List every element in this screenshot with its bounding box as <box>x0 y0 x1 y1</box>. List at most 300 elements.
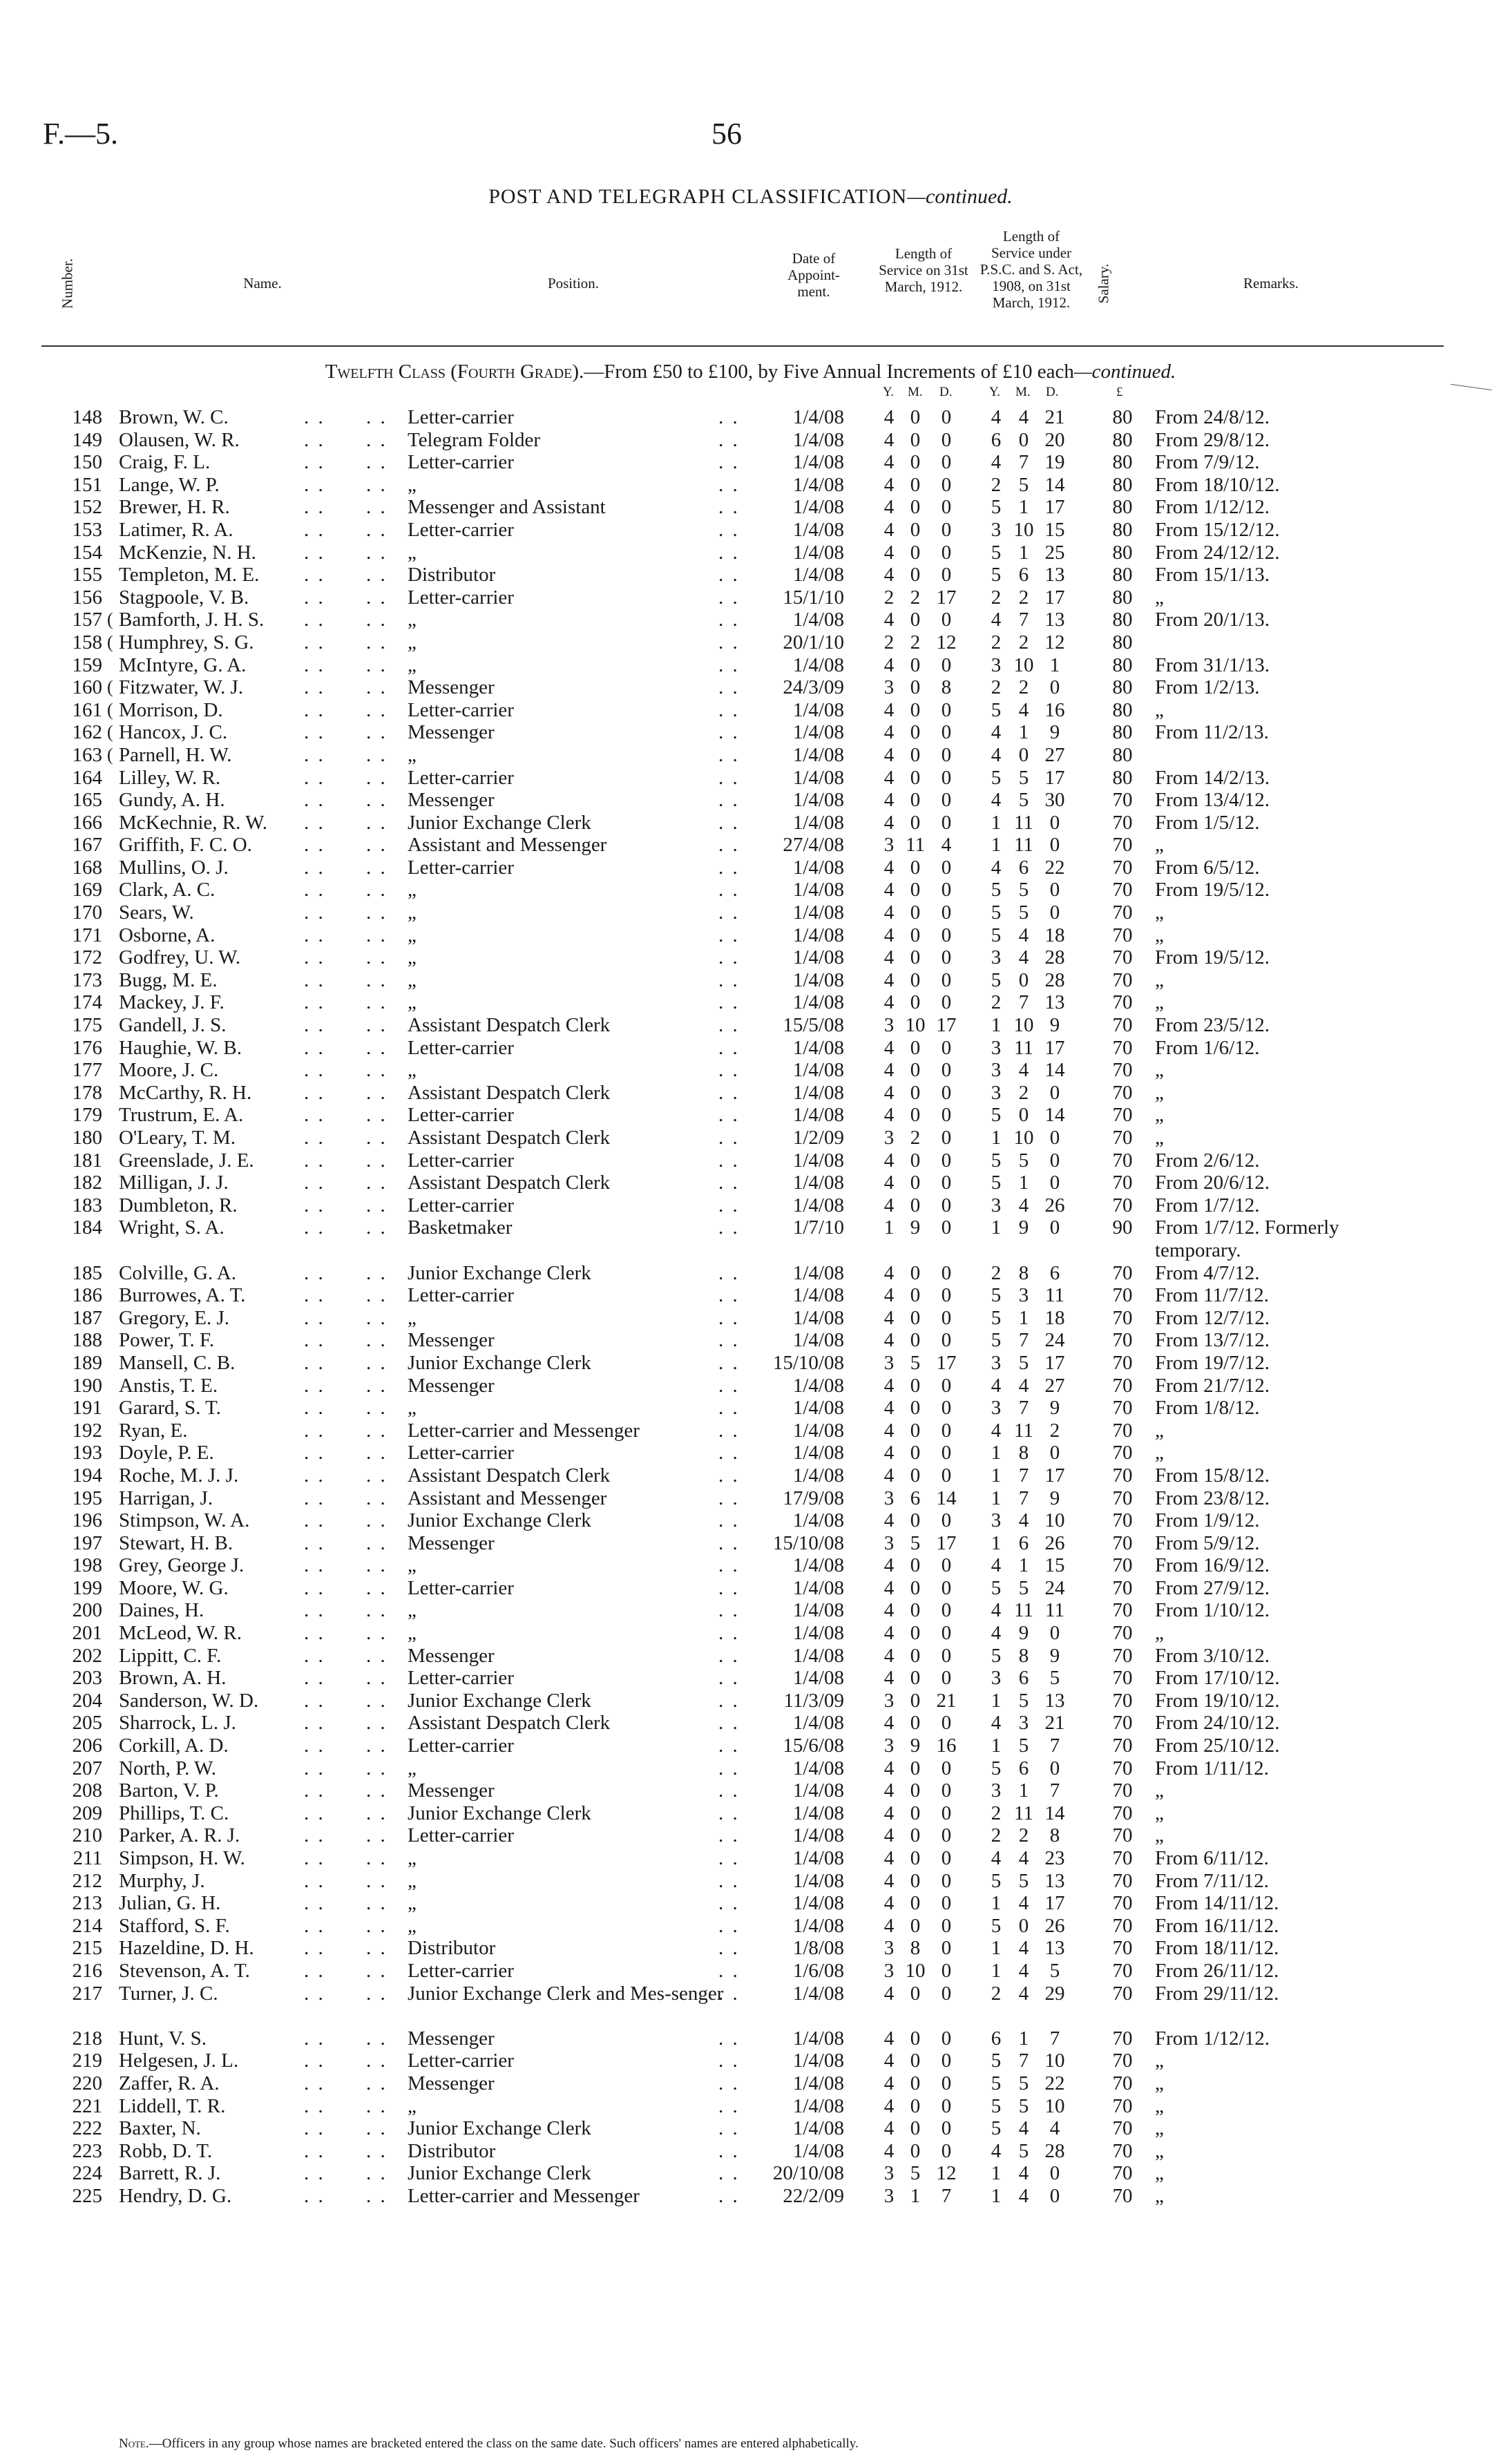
leader-dots: . . <box>304 1937 325 1960</box>
row-date: 20/1/10 <box>783 631 844 653</box>
row-name: Gregory, E. J. <box>119 1306 229 1329</box>
row-service-days: 0 <box>941 1892 952 1915</box>
leader-dots: . . <box>304 1712 325 1735</box>
row-act-years: 4 <box>991 856 1002 879</box>
leader-dots: . . <box>304 834 325 857</box>
row-name: Hancox, J. C. <box>119 721 228 744</box>
row-date: 1/4/08 <box>792 2094 844 2117</box>
row-number: 212 <box>72 1869 102 1892</box>
row-service-years: 4 <box>883 1149 895 1172</box>
row-name: Olausen, W. R. <box>119 428 240 451</box>
leader-dots: . . <box>366 1757 388 1779</box>
row-salary: 70 <box>1112 1419 1133 1442</box>
row-service-days: 0 <box>941 879 952 901</box>
row-position: Letter-carrier <box>408 1284 514 1307</box>
leader-dots: . . <box>366 1644 388 1667</box>
leader-dots: . . <box>304 1892 325 1915</box>
row-remarks: From 19/7/12. <box>1155 1351 1270 1374</box>
leader-dots: . . <box>304 1442 325 1464</box>
staff-table <box>0 406 1501 2208</box>
row-name: Wright, S. A. <box>119 1216 224 1239</box>
row-number: 173 <box>72 968 102 991</box>
table-row <box>0 1960 1501 1983</box>
row-date: 11/3/09 <box>783 1689 844 1712</box>
row-service-months: 0 <box>910 609 921 631</box>
leader-dots: . . <box>718 1824 740 1847</box>
row-salary: 70 <box>1112 1667 1133 1690</box>
row-service-months: 0 <box>910 1712 921 1735</box>
row-act-months: 7 <box>1018 1397 1029 1420</box>
row-number: 161 <box>72 698 102 721</box>
row-number: 190 <box>72 1374 102 1397</box>
row-service-months: 0 <box>910 1599 921 1622</box>
leader-dots: . . <box>366 2139 388 2162</box>
row-service-months: 0 <box>910 1284 921 1307</box>
row-position: Messenger <box>408 1779 495 1802</box>
row-service-days: 0 <box>941 1509 952 1532</box>
row-service-months: 9 <box>910 1735 921 1757</box>
row-act-years: 5 <box>991 1576 1002 1599</box>
row-position: Letter-carrier <box>408 1036 514 1059</box>
row-service-days: 0 <box>941 901 952 924</box>
table-row <box>0 1870 1501 1893</box>
row-service-months: 0 <box>910 2072 921 2094</box>
row-number: 198 <box>72 1554 102 1577</box>
row-position: Messenger <box>408 1374 495 1397</box>
row-salary: 70 <box>1112 1599 1133 1622</box>
page-identifier: F.—5. <box>43 117 118 151</box>
row-service-years: 4 <box>883 946 895 969</box>
leader-dots: . . <box>366 1576 388 1599</box>
row-act-months: 2 <box>1018 1824 1029 1847</box>
table-row <box>0 474 1501 497</box>
row-service-days: 17 <box>936 1351 957 1374</box>
row-remarks: From 1/7/12. Formerly temporary. <box>1155 1216 1339 1261</box>
row-salary: 70 <box>1112 1779 1133 1802</box>
row-act-months: 5 <box>1018 1869 1029 1892</box>
row-service-months: 0 <box>910 1194 921 1216</box>
row-service-months: 0 <box>910 496 921 519</box>
table-row <box>0 1802 1501 1825</box>
row-service-months: 0 <box>910 2094 921 2117</box>
row-name: Robb, D. T. <box>119 2139 213 2162</box>
row-salary: 70 <box>1112 1869 1133 1892</box>
row-name: Stafford, S. F. <box>119 1914 230 1937</box>
row-remarks: „ <box>1155 1779 1164 1802</box>
row-act-months: 10 <box>1013 1014 1034 1037</box>
row-service-months: 0 <box>910 1464 921 1487</box>
row-position: „ <box>408 1892 417 1915</box>
leader-dots: . . <box>304 496 325 519</box>
table-row <box>0 1735 1501 1757</box>
row-salary: 70 <box>1112 1081 1133 1104</box>
leader-dots: . . <box>366 1351 388 1374</box>
row-remarks: From 17/10/12. <box>1155 1667 1280 1690</box>
row-service-days: 12 <box>936 2162 957 2185</box>
leader-dots: . . <box>304 811 325 834</box>
row-service-years: 4 <box>883 473 895 496</box>
row-service-days: 0 <box>941 1576 952 1599</box>
row-remarks: „ <box>1155 586 1164 609</box>
table-row <box>0 2185 1501 2208</box>
table-row <box>0 496 1501 519</box>
table-row <box>0 1059 1501 1082</box>
row-act-months: 1 <box>1018 1172 1029 1194</box>
leader-dots: . . <box>304 991 325 1014</box>
row-position: „ <box>408 968 417 991</box>
leader-dots: . . <box>718 1487 740 1509</box>
row-name: Stewart, H. B. <box>119 1531 233 1554</box>
leader-dots: . . <box>718 473 740 496</box>
table-row <box>0 1442 1501 1464</box>
row-date: 1/4/08 <box>792 1419 844 1442</box>
row-date: 1/4/08 <box>792 1329 844 1352</box>
leader-dots: . . <box>718 1127 740 1149</box>
row-service-days: 0 <box>941 1329 952 1352</box>
leader-dots: . . <box>304 1014 325 1037</box>
row-position: Letter-carrier <box>408 1824 514 1847</box>
row-date: 1/4/08 <box>792 2139 844 2162</box>
leader-dots: . . <box>718 1261 740 1284</box>
leader-dots: . . <box>718 1374 740 1397</box>
row-act-days: 29 <box>1044 1982 1065 2005</box>
row-name: Humphrey, S. G. <box>119 631 254 653</box>
row-service-days: 0 <box>941 1712 952 1735</box>
row-act-months: 5 <box>1018 1351 1029 1374</box>
row-service-months: 0 <box>910 1329 921 1352</box>
row-position: Messenger <box>408 676 495 699</box>
row-service-days: 0 <box>941 1261 952 1284</box>
row-act-days: 16 <box>1044 698 1065 721</box>
row-act-days: 14 <box>1044 1104 1065 1127</box>
row-number: 197 <box>72 1531 102 1554</box>
row-act-months: 10 <box>1013 653 1034 676</box>
row-service-months: 0 <box>910 1419 921 1442</box>
row-act-days: 18 <box>1044 924 1065 946</box>
row-date: 1/4/08 <box>792 1982 844 2005</box>
row-name: Phillips, T. C. <box>119 1802 229 1824</box>
leader-dots: . . <box>366 1622 388 1645</box>
row-service-years: 4 <box>883 1914 895 1937</box>
row-name: O'Leary, T. M. <box>119 1127 236 1149</box>
row-service-days: 0 <box>941 1644 952 1667</box>
leader-dots: . . <box>304 2050 325 2072</box>
row-remarks: From 21/7/12. <box>1155 1374 1270 1397</box>
row-remarks: From 4/7/12. <box>1155 1261 1260 1284</box>
row-act-years: 5 <box>991 496 1002 519</box>
table-row <box>0 1375 1501 1397</box>
row-act-months: 5 <box>1018 879 1029 901</box>
row-remarks: From 1/9/12. <box>1155 1509 1260 1532</box>
row-date: 1/4/08 <box>792 541 844 564</box>
leader-dots: . . <box>366 1892 388 1915</box>
row-service-months: 2 <box>910 586 921 609</box>
row-service-days: 14 <box>936 1487 957 1509</box>
row-number: 194 <box>72 1464 102 1487</box>
row-act-years: 5 <box>991 879 1002 901</box>
row-service-months: 9 <box>910 1216 921 1239</box>
leader-dots: . . <box>718 1599 740 1622</box>
row-service-months: 0 <box>910 1059 921 1082</box>
row-act-years: 3 <box>991 518 1002 541</box>
row-position: Letter-carrier and Messenger <box>408 2184 640 2207</box>
row-name: Grey, George J. <box>119 1554 245 1577</box>
row-date: 1/4/08 <box>792 789 844 812</box>
row-service-years: 4 <box>883 406 895 428</box>
row-act-days: 4 <box>1049 2117 1060 2140</box>
row-salary: 70 <box>1112 1149 1133 1172</box>
leader-dots: . . <box>304 1059 325 1082</box>
row-position: Letter-carrier <box>408 1149 514 1172</box>
row-salary: 70 <box>1112 1914 1133 1937</box>
row-position: Letter-carrier and Messenger <box>408 1419 640 1442</box>
row-position: „ <box>408 1059 417 1082</box>
row-act-days: 26 <box>1044 1914 1065 1937</box>
row-number: 211 <box>73 1847 102 1869</box>
row-remarks: From 11/7/12. <box>1155 1284 1269 1307</box>
row-name: Bamforth, J. H. S. <box>119 609 265 631</box>
unit-months-1: M. <box>908 385 923 399</box>
row-number: 179 <box>72 1104 102 1127</box>
row-remarks: From 11/2/13. <box>1155 721 1269 744</box>
row-service-years: 4 <box>883 1757 895 1779</box>
table-row <box>0 2117 1501 2140</box>
row-name: Moore, W. G. <box>119 1576 229 1599</box>
leader-dots: . . <box>718 1802 740 1824</box>
row-act-years: 2 <box>991 676 1002 699</box>
table-row <box>0 789 1501 812</box>
table-row <box>0 451 1501 474</box>
row-date: 1/4/08 <box>792 1149 844 1172</box>
row-act-years: 4 <box>991 789 1002 812</box>
row-act-months: 5 <box>1018 1576 1029 1599</box>
row-position: Telegram Folder <box>408 428 541 451</box>
leader-dots: . . <box>366 2072 388 2094</box>
row-remarks: From 16/9/12. <box>1155 1554 1270 1577</box>
unit-currency: £ <box>1116 385 1123 399</box>
row-salary: 70 <box>1112 1104 1133 1127</box>
row-remarks: From 1/11/12. <box>1155 1757 1269 1779</box>
row-remarks: „ <box>1155 2162 1164 2185</box>
table-row <box>0 1577 1501 1600</box>
row-position: „ <box>408 1847 417 1869</box>
row-act-years: 5 <box>991 1172 1002 1194</box>
row-number: 152 <box>72 496 102 519</box>
row-act-years: 1 <box>991 1531 1002 1554</box>
row-service-years: 3 <box>883 1959 895 1982</box>
leader-dots: . . <box>718 1149 740 1172</box>
row-service-days: 0 <box>941 1442 952 1464</box>
leader-dots: . . <box>304 1464 325 1487</box>
row-service-months: 0 <box>910 676 921 699</box>
row-date: 1/4/08 <box>792 1261 844 1284</box>
table-row <box>0 1307 1501 1330</box>
leader-dots: . . <box>304 1149 325 1172</box>
row-position: Junior Exchange Clerk <box>408 1509 591 1532</box>
row-remarks: From 18/11/12. <box>1155 1937 1279 1960</box>
row-act-days: 0 <box>1049 1127 1060 1149</box>
table-row <box>0 654 1501 677</box>
row-act-months: 4 <box>1018 946 1029 969</box>
leader-dots: . . <box>366 1329 388 1352</box>
row-remarks: From 1/7/12. <box>1155 1194 1260 1216</box>
row-number: 174 <box>72 991 102 1014</box>
row-remarks: From 24/8/12. <box>1155 406 1270 428</box>
leader-dots: . . <box>718 1667 740 1690</box>
row-act-months: 4 <box>1018 1059 1029 1082</box>
row-salary: 70 <box>1112 1802 1133 1824</box>
row-position: Letter-carrier <box>408 1442 514 1464</box>
row-act-months: 11 <box>1014 1802 1033 1824</box>
row-position: Junior Exchange Clerk <box>408 2117 591 2140</box>
row-date: 1/4/08 <box>792 766 844 789</box>
unit-labels <box>0 385 1501 405</box>
row-date: 1/4/08 <box>792 698 844 721</box>
row-salary: 80 <box>1112 766 1133 789</box>
leader-dots: . . <box>304 2094 325 2117</box>
leader-dots: . . <box>366 1172 388 1194</box>
row-service-months: 0 <box>910 879 921 901</box>
row-number: 156 <box>72 586 102 609</box>
row-salary: 80 <box>1112 676 1133 699</box>
leader-dots: . . <box>718 834 740 857</box>
leader-dots: . . <box>366 856 388 879</box>
row-position: „ <box>408 1914 417 1937</box>
row-remarks: From 15/12/12. <box>1155 518 1280 541</box>
row-act-years: 4 <box>991 2139 1002 2162</box>
table-row <box>0 1487 1501 1510</box>
leader-dots: . . <box>366 1982 388 2005</box>
row-act-days: 13 <box>1044 609 1065 631</box>
row-salary: 70 <box>1112 1442 1133 1464</box>
leader-dots: . . <box>366 2050 388 2072</box>
leader-dots: . . <box>366 2184 388 2207</box>
leader-dots: . . <box>718 631 740 653</box>
row-service-years: 4 <box>883 496 895 519</box>
row-name: Zaffer, R. A. <box>119 2072 220 2094</box>
row-service-days: 0 <box>941 1622 952 1645</box>
row-salary: 80 <box>1112 496 1133 519</box>
row-name: Gundy, A. H. <box>119 789 225 812</box>
row-act-months: 7 <box>1018 1464 1029 1487</box>
row-act-months: 4 <box>1018 1937 1029 1960</box>
row-act-months: 0 <box>1018 428 1029 451</box>
row-service-days: 0 <box>941 856 952 879</box>
row-name: Murphy, J. <box>119 1869 205 1892</box>
row-date: 17/9/08 <box>783 1487 844 1509</box>
row-name: Brown, W. C. <box>119 406 229 428</box>
leader-dots: . . <box>366 946 388 969</box>
leader-dots: . . <box>304 1306 325 1329</box>
row-name: Bugg, M. E. <box>119 968 218 991</box>
row-salary: 70 <box>1112 924 1133 946</box>
row-date: 1/4/08 <box>792 1306 844 1329</box>
row-act-months: 4 <box>1018 1982 1029 2005</box>
row-name: Craig, F. L. <box>119 451 211 474</box>
leader-dots: . . <box>366 766 388 789</box>
row-service-months: 0 <box>910 2139 921 2162</box>
row-service-months: 0 <box>910 1982 921 2005</box>
row-date: 1/4/08 <box>792 1712 844 1735</box>
row-position: Letter-carrier <box>408 1667 514 1690</box>
row-service-months: 0 <box>910 698 921 721</box>
row-salary: 90 <box>1112 1216 1133 1239</box>
row-remarks: From 14/2/13. <box>1155 766 1270 789</box>
row-act-years: 1 <box>991 2184 1002 2207</box>
leader-dots: . . <box>366 1442 388 1464</box>
row-act-months: 6 <box>1018 1757 1029 1779</box>
row-name: Sanderson, W. D. <box>119 1689 259 1712</box>
row-act-months: 7 <box>1018 991 1029 1014</box>
row-act-days: 23 <box>1044 1847 1065 1869</box>
row-service-years: 2 <box>883 631 895 653</box>
table-row <box>0 924 1501 947</box>
row-service-years: 3 <box>883 1937 895 1960</box>
leader-dots: . . <box>366 2117 388 2140</box>
row-service-days: 0 <box>941 1847 952 1869</box>
row-act-months: 5 <box>1018 2139 1029 2162</box>
leader-dots: . . <box>366 1261 388 1284</box>
row-salary: 70 <box>1112 1847 1133 1869</box>
row-act-days: 7 <box>1049 1735 1060 1757</box>
row-act-months: 4 <box>1018 1959 1029 1982</box>
row-service-years: 3 <box>883 834 895 857</box>
row-service-days: 17 <box>936 1014 957 1037</box>
leader-dots: . . <box>304 901 325 924</box>
row-date: 22/2/09 <box>783 2184 844 2207</box>
leader-dots: . . <box>304 609 325 631</box>
row-number: 195 <box>72 1487 102 1509</box>
leader-dots: . . <box>718 1757 740 1779</box>
leader-dots: . . <box>718 1329 740 1352</box>
leader-dots: . . <box>366 743 388 766</box>
row-remarks: „ <box>1155 2139 1164 2162</box>
table-row <box>0 1599 1501 1622</box>
leader-dots: . . <box>304 1869 325 1892</box>
row-service-months: 10 <box>905 1014 926 1037</box>
row-service-years: 4 <box>883 609 895 631</box>
row-act-days: 22 <box>1044 2072 1065 2094</box>
row-name: Trustrum, E. A. <box>119 1104 244 1127</box>
leader-dots: . . <box>304 2162 325 2185</box>
col-header-number: Number. <box>59 258 76 309</box>
row-salary: 70 <box>1112 1982 1133 2005</box>
leader-dots: . . <box>718 856 740 879</box>
row-act-months: 4 <box>1018 698 1029 721</box>
row-date: 1/4/08 <box>792 653 844 676</box>
row-number: 219 <box>72 2050 102 2072</box>
table-row <box>0 1216 1501 1261</box>
row-remarks: From 7/9/12. <box>1155 451 1260 474</box>
table-row <box>0 1824 1501 1847</box>
col-header-position: Position. <box>547 275 600 292</box>
row-remarks: „ <box>1155 2117 1164 2140</box>
row-remarks: From 1/2/13. <box>1155 676 1260 699</box>
leader-dots: . . <box>304 473 325 496</box>
row-position: Messenger <box>408 1531 495 1554</box>
table-row <box>0 406 1501 429</box>
row-date: 15/5/08 <box>783 1014 844 1037</box>
row-name: Barton, V. P. <box>119 1779 219 1802</box>
row-date: 1/4/08 <box>792 1892 844 1915</box>
row-service-days: 0 <box>941 653 952 676</box>
row-position: „ <box>408 1599 417 1622</box>
row-act-days: 9 <box>1049 721 1060 744</box>
table-row <box>0 699 1501 722</box>
row-date: 1/4/08 <box>792 1397 844 1420</box>
row-service-months: 0 <box>910 1802 921 1824</box>
row-salary: 70 <box>1112 1576 1133 1599</box>
